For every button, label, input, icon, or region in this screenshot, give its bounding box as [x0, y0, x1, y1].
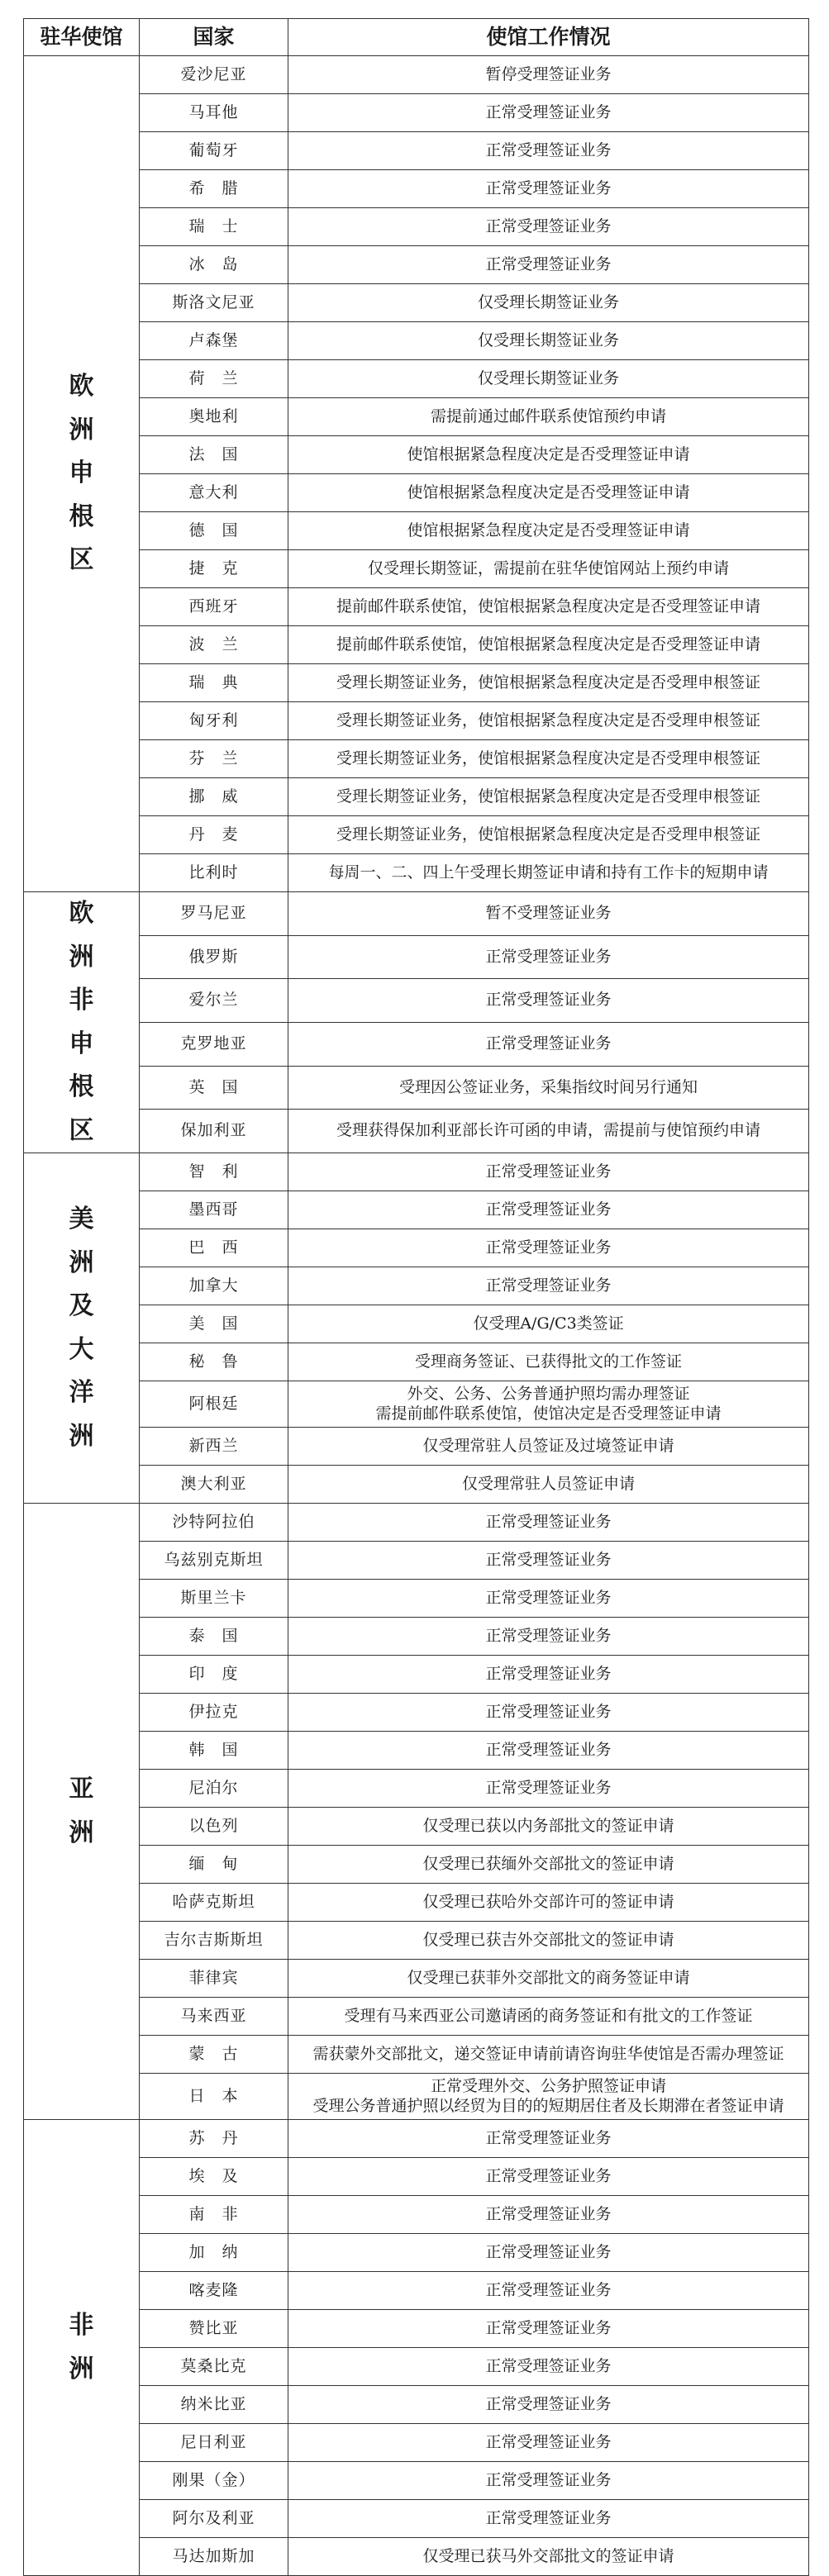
- status-cell: [288, 2500, 809, 2538]
- status-text: 使馆根据紧急程度决定是否受理签证申请: [407, 482, 690, 501]
- table-row: [24, 1504, 809, 1542]
- status-cell: [288, 2272, 809, 2310]
- status-text: 仅受理常驻人员签证及过境签证申请: [422, 1436, 674, 1455]
- country-cell: 喀麦隆: [140, 2272, 288, 2310]
- country-cell: 伊拉克: [140, 1694, 288, 1732]
- status-text: 正常受理签证业务: [485, 1550, 612, 1569]
- country-cell: 乌兹别克斯坦: [140, 1542, 288, 1580]
- status-cell: [288, 1466, 809, 1504]
- header-status: 使馆工作情况: [288, 19, 809, 56]
- status-cell: [288, 778, 809, 816]
- country-cell: 英 国: [140, 1066, 288, 1110]
- country-cell: 冰 岛: [140, 246, 288, 284]
- country-cell: 纳米比亚: [140, 2386, 288, 2424]
- table-row: [24, 854, 809, 892]
- country-cell: 智 利: [140, 1153, 288, 1191]
- status-text: 仅受理长期签证，需提前在驻华使馆网站上预约申请: [367, 558, 729, 577]
- country-cell: 法 国: [140, 436, 288, 474]
- status-cell: [288, 1960, 809, 1998]
- status-cell: [288, 436, 809, 474]
- table-row: [24, 664, 809, 702]
- status-text: 正常受理签证业务: [485, 2204, 612, 2223]
- table-row: [24, 2462, 809, 2500]
- country-cell: 日 本: [140, 2074, 288, 2120]
- country-cell: 埃 及: [140, 2158, 288, 2196]
- status-text: 受理长期签证业务，使馆根据紧急程度决定是否受理申根签证: [336, 825, 760, 844]
- status-cell: [288, 170, 809, 208]
- status-cell: [288, 626, 809, 664]
- table-row: [24, 935, 809, 979]
- table-row: [24, 1153, 809, 1191]
- status-text: 仅受理已获菲外交部批文的商务签证申请: [407, 1968, 690, 1987]
- status-text: 正常受理签证业务: [485, 1200, 612, 1219]
- status-text: 正常受理签证业务: [485, 2242, 612, 2261]
- status-cell: [288, 2310, 809, 2348]
- country-cell: 瑞 典: [140, 664, 288, 702]
- table-body: [24, 56, 809, 2576]
- country-cell: 斯里兰卡: [140, 1580, 288, 1618]
- table-row: [24, 2196, 809, 2234]
- country-cell: 赞比亚: [140, 2310, 288, 2348]
- status-cell: [288, 854, 809, 892]
- status-text: 暂停受理签证业务: [485, 64, 612, 83]
- country-cell: 奥地利: [140, 398, 288, 436]
- status-text: 仅受理已获缅外交部批文的签证申请: [422, 1854, 674, 1873]
- region-label: 非洲: [69, 2311, 94, 2384]
- status-cell: [288, 1770, 809, 1808]
- region-cell: [24, 892, 140, 1153]
- country-cell: 阿尔及利亚: [140, 2500, 288, 2538]
- country-cell: 丹 麦: [140, 816, 288, 854]
- status-text: 仅受理长期签证业务: [477, 330, 619, 349]
- table-row: [24, 1618, 809, 1656]
- country-cell: 芬 兰: [140, 740, 288, 778]
- status-text: 受理因公签证业务，采集指纹时间另行通知: [398, 1077, 698, 1096]
- country-cell: 捷 克: [140, 550, 288, 588]
- table-row: [24, 2120, 809, 2158]
- table-row: [24, 398, 809, 436]
- table-row: [24, 2348, 809, 2386]
- status-text: 正常受理签证业务: [485, 1162, 612, 1181]
- country-cell: 缅 甸: [140, 1846, 288, 1884]
- status-text: 仅受理A/G/C3类签证: [473, 1314, 624, 1333]
- status-text: 提前邮件联系使馆，使馆根据紧急程度决定是否受理签证申请: [336, 634, 760, 654]
- country-cell: 阿根廷: [140, 1381, 288, 1428]
- status-text: 暂不受理签证业务: [485, 903, 612, 922]
- status-cell: [288, 702, 809, 740]
- status-cell: [288, 1580, 809, 1618]
- table-row: [24, 2538, 809, 2576]
- status-text: 正常受理签证业务: [485, 1664, 612, 1683]
- table-row: [24, 1998, 809, 2036]
- country-cell: 爱尔兰: [140, 979, 288, 1023]
- status-cell: [288, 1305, 809, 1343]
- table-row: [24, 550, 809, 588]
- table-row: [24, 2036, 809, 2074]
- status-cell: [288, 1998, 809, 2036]
- table-row: [24, 1846, 809, 1884]
- country-cell: 吉尔吉斯斯坦: [140, 1922, 288, 1960]
- status-text: 受理长期签证业务，使馆根据紧急程度决定是否受理申根签证: [336, 673, 760, 692]
- status-text: 需获蒙外交部批文，递交签证申请前请咨询驻华使馆是否需办理签证: [312, 2044, 784, 2063]
- table-row: [24, 2234, 809, 2272]
- country-cell: 爱沙尼亚: [140, 56, 288, 94]
- status-cell: [288, 2424, 809, 2462]
- table-row: [24, 1808, 809, 1846]
- embassy-visa-status-sheet: [23, 18, 808, 2576]
- region-label: 欧洲非申根区: [69, 899, 94, 1145]
- country-cell: 希 腊: [140, 170, 288, 208]
- status-cell: [288, 550, 809, 588]
- status-cell: [288, 1191, 809, 1229]
- table-row: [24, 1656, 809, 1694]
- status-text: 使馆根据紧急程度决定是否受理签证申请: [407, 520, 690, 539]
- country-cell: 加拿大: [140, 1267, 288, 1305]
- status-cell: [288, 1267, 809, 1305]
- status-text: 提前邮件联系使馆，使馆根据紧急程度决定是否受理签证申请: [336, 596, 760, 615]
- country-cell: 哈萨克斯坦: [140, 1884, 288, 1922]
- country-cell: 秘 鲁: [140, 1343, 288, 1381]
- status-cell: [288, 1343, 809, 1381]
- header-country: 国家: [140, 19, 288, 56]
- status-cell: [288, 56, 809, 94]
- country-cell: 俄罗斯: [140, 935, 288, 979]
- status-text: 正常受理签证业务: [485, 178, 612, 197]
- country-cell: 新西兰: [140, 1428, 288, 1466]
- table-row: [24, 816, 809, 854]
- status-text: 受理长期签证业务，使馆根据紧急程度决定是否受理申根签证: [336, 787, 760, 806]
- table-row: [24, 94, 809, 132]
- status-cell: [288, 132, 809, 170]
- status-cell: [288, 94, 809, 132]
- status-text: 正常受理签证业务: [485, 1588, 612, 1607]
- table-row: [24, 626, 809, 664]
- country-cell: 以色列: [140, 1808, 288, 1846]
- table-row: [24, 132, 809, 170]
- table-header: [24, 19, 809, 56]
- status-text: 受理获得保加利亚部长许可函的申请，需提前与使馆预约申请: [336, 1121, 760, 1140]
- table-row: [24, 360, 809, 398]
- table-row: [24, 1922, 809, 1960]
- table-row: [24, 208, 809, 246]
- table-row: [24, 2158, 809, 2196]
- status-cell: [288, 2074, 809, 2120]
- status-cell: [288, 284, 809, 322]
- country-cell: 马达加斯加: [140, 2538, 288, 2576]
- status-cell: [288, 474, 809, 512]
- country-cell: 泰 国: [140, 1618, 288, 1656]
- status-text: 正常受理签证业务: [485, 2318, 612, 2337]
- country-cell: 荷 兰: [140, 360, 288, 398]
- status-cell: [288, 2234, 809, 2272]
- table-row: [24, 1694, 809, 1732]
- status-cell: [288, 1884, 809, 1922]
- status-text: 每周一、二、四上午受理长期签证申请和持有工作卡的短期申请: [328, 863, 769, 882]
- table-row: [24, 702, 809, 740]
- country-cell: 南 非: [140, 2196, 288, 2234]
- status-text: 正常受理签证业务: [485, 1702, 612, 1721]
- country-cell: 保加利亚: [140, 1110, 288, 1153]
- table-row: [24, 1022, 809, 1066]
- status-cell: [288, 935, 809, 979]
- status-cell: [288, 208, 809, 246]
- country-cell: 墨西哥: [140, 1191, 288, 1229]
- status-text: 仅受理常驻人员签证申请: [461, 1474, 635, 1493]
- table-row: [24, 2272, 809, 2310]
- country-cell: 莫桑比克: [140, 2348, 288, 2386]
- status-text: 正常受理签证业务: [485, 254, 612, 273]
- country-cell: 马来西亚: [140, 1998, 288, 2036]
- country-cell: 刚果（金）: [140, 2462, 288, 2500]
- status-text: 正常受理签证业务: [485, 2128, 612, 2147]
- table-row: [24, 170, 809, 208]
- country-cell: 尼日利亚: [140, 2424, 288, 2462]
- status-cell: [288, 2538, 809, 2576]
- status-cell: [288, 1428, 809, 1466]
- status-cell: [288, 2462, 809, 2500]
- status-cell: [288, 1808, 809, 1846]
- table-row: [24, 2424, 809, 2462]
- status-text: 受理有马来西亚公司邀请函的商务签证和有批文的工作签证: [344, 2006, 753, 2025]
- status-text: 正常受理签证业务: [485, 102, 612, 121]
- country-cell: 卢森堡: [140, 322, 288, 360]
- status-text: 受理长期签证业务，使馆根据紧急程度决定是否受理申根签证: [336, 711, 760, 730]
- status-text: 受理商务签证、已获得批文的工作签证: [414, 1352, 682, 1371]
- country-cell: 巴 西: [140, 1229, 288, 1267]
- country-cell: 菲律宾: [140, 1960, 288, 1998]
- status-text: 正常受理签证业务: [485, 2432, 612, 2451]
- country-cell: 沙特阿拉伯: [140, 1504, 288, 1542]
- country-cell: 韩 国: [140, 1732, 288, 1770]
- status-text: 正常受理签证业务: [485, 1778, 612, 1797]
- table-row: [24, 2074, 809, 2120]
- table-row: [24, 588, 809, 626]
- status-cell: [288, 2120, 809, 2158]
- status-text: 正常受理签证业务: [485, 2356, 612, 2375]
- region-label: 欧洲申根区: [69, 372, 94, 575]
- status-cell: [288, 2158, 809, 2196]
- status-cell: [288, 1066, 809, 1110]
- status-cell: [288, 2036, 809, 2074]
- status-cell: [288, 512, 809, 550]
- status-text: 仅受理已获哈外交部许可的签证申请: [422, 1892, 674, 1911]
- status-cell: [288, 1153, 809, 1191]
- table-row: [24, 512, 809, 550]
- status-cell: [288, 2196, 809, 2234]
- table-row: [24, 2310, 809, 2348]
- table-row: [24, 1110, 809, 1153]
- country-cell: 波 兰: [140, 626, 288, 664]
- status-cell: [288, 979, 809, 1023]
- region-cell: [24, 1504, 140, 2120]
- status-cell: [288, 2348, 809, 2386]
- region-cell: [24, 1153, 140, 1504]
- country-cell: 挪 威: [140, 778, 288, 816]
- table-row: [24, 778, 809, 816]
- status-text: 正常受理签证业务: [485, 1238, 612, 1257]
- status-text: 正常受理签证业务: [485, 2508, 612, 2527]
- country-cell: 澳大利亚: [140, 1466, 288, 1504]
- country-cell: 西班牙: [140, 588, 288, 626]
- table-row: [24, 1229, 809, 1267]
- status-cell: [288, 816, 809, 854]
- country-cell: 克罗地亚: [140, 1022, 288, 1066]
- table-row: [24, 474, 809, 512]
- country-cell: 蒙 古: [140, 2036, 288, 2074]
- status-text: 正常受理签证业务: [485, 2166, 612, 2185]
- status-text: 受理长期签证业务，使馆根据紧急程度决定是否受理申根签证: [336, 749, 760, 768]
- country-cell: 德 国: [140, 512, 288, 550]
- table-row: [24, 1381, 809, 1428]
- status-cell: [288, 398, 809, 436]
- status-cell: [288, 740, 809, 778]
- country-cell: 意大利: [140, 474, 288, 512]
- visa-status-table: [23, 18, 809, 2576]
- country-cell: 罗马尼亚: [140, 892, 288, 936]
- status-text: 正常受理签证业务: [485, 2280, 612, 2299]
- status-text: 正常受理签证业务: [485, 140, 612, 159]
- status-cell: [288, 1542, 809, 1580]
- table-row: [24, 1770, 809, 1808]
- region-cell: [24, 56, 140, 892]
- status-text: 仅受理已获吉外交部批文的签证申请: [422, 1930, 674, 1949]
- status-text: 正常受理签证业务: [485, 2470, 612, 2489]
- table-row: [24, 1960, 809, 1998]
- region-cell: [24, 2120, 140, 2576]
- country-cell: 加 纳: [140, 2234, 288, 2272]
- status-cell: [288, 1694, 809, 1732]
- status-text: 正常受理签证业务: [485, 1034, 612, 1053]
- status-cell: [288, 246, 809, 284]
- table-row: [24, 246, 809, 284]
- region-label: 亚洲: [69, 1775, 94, 1847]
- status-text: 使馆根据紧急程度决定是否受理签证申请: [407, 444, 690, 463]
- table-row: [24, 892, 809, 936]
- status-text: 正常受理签证业务: [485, 216, 612, 235]
- status-cell: [288, 664, 809, 702]
- country-cell: 印 度: [140, 1656, 288, 1694]
- table-row: [24, 1732, 809, 1770]
- table-row: [24, 1343, 809, 1381]
- status-text: 正常受理外交、公务护照签证申请 受理公务普通护照以经贸为目的的短期居住者及长期滞在者签证申请: [312, 2076, 784, 2115]
- table-row: [24, 1267, 809, 1305]
- status-text: 正常受理签证业务: [485, 1740, 612, 1759]
- status-text: 正常受理签证业务: [485, 1626, 612, 1645]
- table-row: [24, 2386, 809, 2424]
- status-text: 正常受理签证业务: [485, 1276, 612, 1295]
- table-row: [24, 284, 809, 322]
- status-cell: [288, 1504, 809, 1542]
- country-cell: 尼泊尔: [140, 1770, 288, 1808]
- table-row: [24, 56, 809, 94]
- status-cell: [288, 322, 809, 360]
- table-row: [24, 740, 809, 778]
- status-text: 外交、公务、公务普通护照均需办理签证 需提前邮件联系使馆，使馆决定是否受理签证申请: [375, 1384, 722, 1423]
- status-cell: [288, 1656, 809, 1694]
- country-cell: 比利时: [140, 854, 288, 892]
- header-region: 驻华使馆: [24, 19, 140, 56]
- status-text: 正常受理签证业务: [485, 947, 612, 966]
- table-row: [24, 436, 809, 474]
- status-cell: [288, 1022, 809, 1066]
- status-text: 正常受理签证业务: [485, 1512, 612, 1531]
- table-row: [24, 322, 809, 360]
- country-cell: 瑞 士: [140, 208, 288, 246]
- table-row: [24, 1191, 809, 1229]
- table-row: [24, 1428, 809, 1466]
- status-cell: [288, 1110, 809, 1153]
- table-row: [24, 1066, 809, 1110]
- status-cell: [288, 892, 809, 936]
- table-row: [24, 1542, 809, 1580]
- table-row: [24, 1466, 809, 1504]
- status-text: 需提前通过邮件联系使馆预约申请: [430, 406, 666, 425]
- status-cell: [288, 1618, 809, 1656]
- status-cell: [288, 2386, 809, 2424]
- status-cell: [288, 588, 809, 626]
- status-text: 仅受理已获马外交部批文的签证申请: [422, 2546, 674, 2565]
- country-cell: 马耳他: [140, 94, 288, 132]
- country-cell: 葡萄牙: [140, 132, 288, 170]
- status-cell: [288, 1846, 809, 1884]
- table-row: [24, 1305, 809, 1343]
- status-text: 仅受理长期签证业务: [477, 292, 619, 311]
- country-cell: 斯洛文尼亚: [140, 284, 288, 322]
- status-text: 仅受理长期签证业务: [477, 368, 619, 387]
- status-cell: [288, 360, 809, 398]
- status-cell: [288, 1732, 809, 1770]
- status-cell: [288, 1922, 809, 1960]
- status-cell: [288, 1229, 809, 1267]
- country-cell: 苏 丹: [140, 2120, 288, 2158]
- status-text: 正常受理签证业务: [485, 991, 612, 1010]
- status-text: 仅受理已获以内务部批文的签证申请: [422, 1816, 674, 1835]
- status-cell: [288, 1381, 809, 1428]
- status-text: 正常受理签证业务: [485, 2394, 612, 2413]
- region-label: 美洲及大洋洲: [69, 1205, 94, 1451]
- table-row: [24, 1580, 809, 1618]
- table-row: [24, 979, 809, 1023]
- table-row: [24, 1884, 809, 1922]
- country-cell: 匈牙利: [140, 702, 288, 740]
- country-cell: 美 国: [140, 1305, 288, 1343]
- table-row: [24, 2500, 809, 2538]
